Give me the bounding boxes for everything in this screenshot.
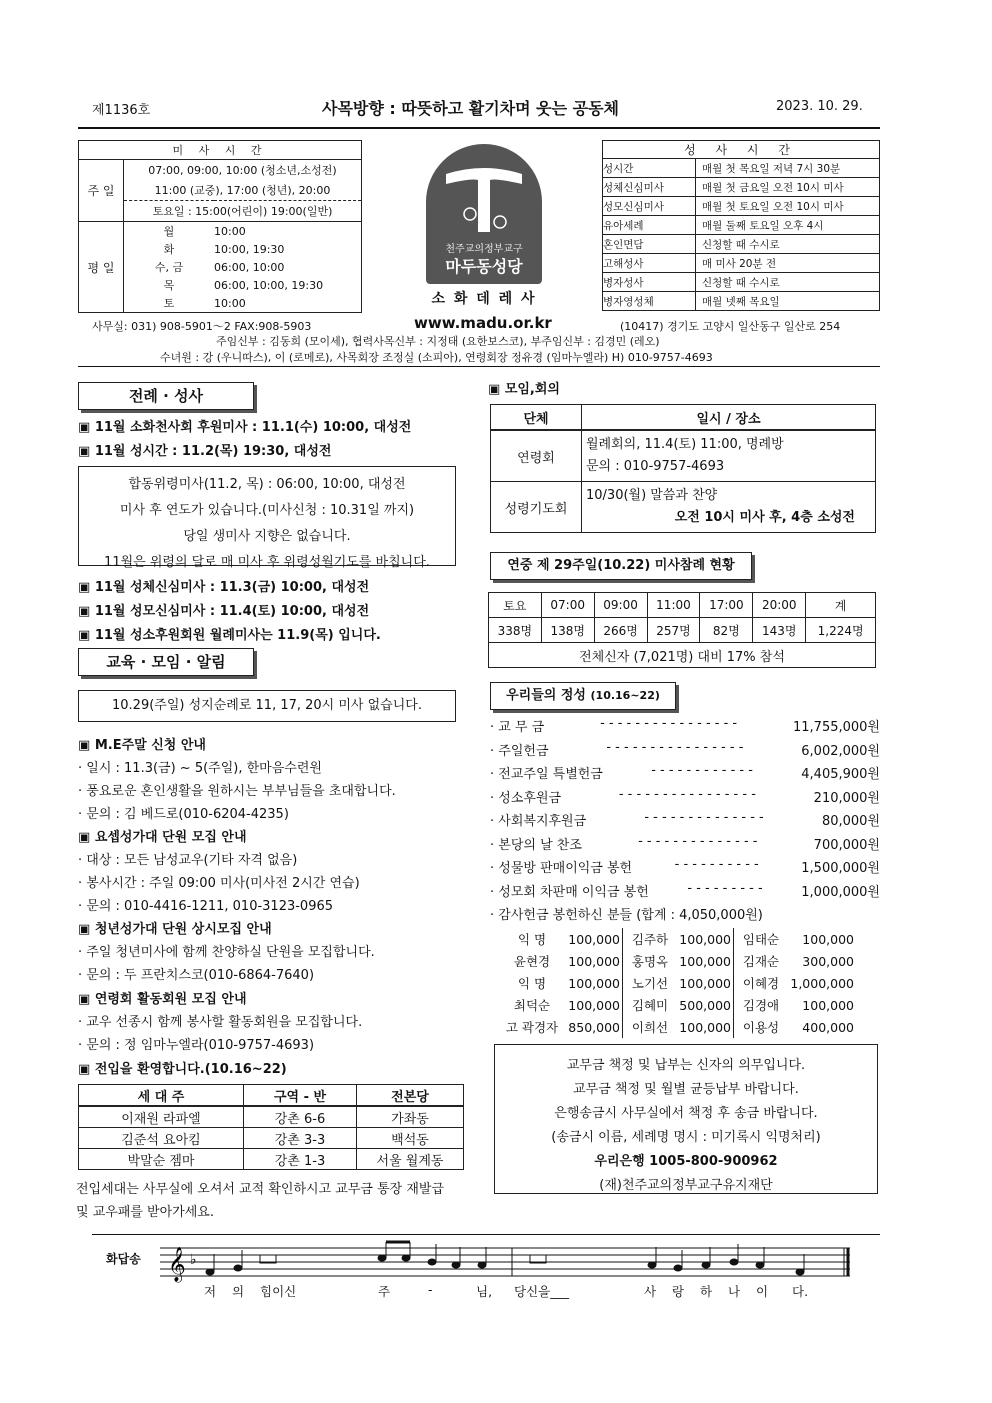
saturday-mass: 토요일 : 15:00(어린이) 19:00(일반) xyxy=(152,205,333,218)
sacrament-time: 신청할 때 수시로 xyxy=(696,273,880,292)
donor-amount: 100,000 xyxy=(802,997,854,1013)
offering-leader: - - - - - - - - - - xyxy=(674,857,759,872)
meeting-line: 문의 : 010-9757-4693 xyxy=(586,459,725,474)
psalm-label: 화답송 xyxy=(106,1252,141,1266)
section-line: · 문의 : 정 임마누엘라(010-9757-4693) xyxy=(78,1034,314,1053)
offering-label: · 사회복지후원금 xyxy=(490,810,586,834)
section-line: · 봉사시간 : 주일 09:00 미사(미사전 2시간 연습) xyxy=(78,872,360,891)
meeting-line: 오전 10시 미사 후, 4층 소성전 xyxy=(674,510,855,525)
meeting-group: 성령기도회 xyxy=(491,482,582,533)
weekday-day: 토 xyxy=(163,297,175,310)
sunday-mass-2: 11:00 (교중), 17:00 (청년), 20:00 xyxy=(124,180,362,201)
attendance-value: 257명 xyxy=(647,618,700,643)
welcome-cell: 강촌 6-6 xyxy=(244,1106,357,1128)
welcome-table xyxy=(78,1084,464,1170)
offering-label: · 주일헌금 xyxy=(490,740,549,764)
parish-logo xyxy=(426,144,542,284)
offering-leader: - - - - - - - - - - - - - - xyxy=(638,833,758,849)
section-line: · 대상 : 모든 남성교우(기타 자격 없음) xyxy=(78,849,297,868)
memorial-line: 합동위령미사(11.2, 목) : 06:00, 10:00, 대성전 xyxy=(128,477,406,492)
weekday-time: 06:00, 10:00, 19:30 xyxy=(214,278,324,292)
logo-diocese: 천주교의정부교구 xyxy=(445,244,523,255)
welcome-cell: 가좌동 xyxy=(357,1106,464,1128)
liturgy-item: ▣ 11월 소화천사회 후원미사 : 11.1(수) 10:00, 대성전 xyxy=(78,416,411,435)
section-line: · 문의 : 010-4416-1211, 010-3123-0965 xyxy=(78,895,333,914)
offering-row xyxy=(490,881,880,905)
weekday-time: 06:00, 10:00 xyxy=(214,260,285,274)
weekday-day: 화 xyxy=(163,243,175,256)
donor-amount: 100,000 xyxy=(677,972,734,994)
weekday-time: 10:00 xyxy=(214,296,246,310)
offering-amount: 210,000원 xyxy=(813,790,880,806)
offerings-period: (10.16~22) xyxy=(590,689,660,702)
donor-name: 김주하 xyxy=(631,932,669,947)
section-line: · 문의 : 김 베드로(010-6204-4235) xyxy=(78,803,289,822)
meetings-table xyxy=(490,404,876,533)
mass-times-table xyxy=(78,140,362,313)
svg-text:𝄞: 𝄞 xyxy=(168,1247,186,1282)
memorial-line: 11월은 위령의 달로 매 미사 후 위령성월기도를 바칩니다. xyxy=(104,555,430,570)
welcome-note: 전입세대는 사무실에 오셔서 교적 확인하시고 교무금 통장 재발급 xyxy=(76,1182,444,1197)
attendance-value: 138명 xyxy=(541,618,594,643)
offering-leader: - - - - - - - - - - - - xyxy=(651,763,753,778)
tithe-line: 교무금 책정 및 납부는 신자의 의무입니다. xyxy=(566,1058,806,1073)
memorial-mass-box xyxy=(78,466,456,570)
lyric: 의 xyxy=(232,1284,245,1299)
offerings-title: 우리들의 정성 xyxy=(506,688,586,703)
sacrament-name: 혼인면담 xyxy=(603,235,696,254)
offering-leader: - - - - - - - - - xyxy=(687,880,763,896)
offering-label: · 성모회 차판매 이익금 봉헌 xyxy=(490,881,649,905)
section-line: · 문의 : 두 프란치스코(010-6864-7640) xyxy=(78,964,314,983)
sacrament-time: 매월 둘째 토요일 오후 4시 xyxy=(696,216,880,235)
offering-leader: - - - - - - - - - - - - - - - - xyxy=(600,716,738,731)
donor-amount: 100,000 xyxy=(802,931,854,947)
attendance-table xyxy=(488,592,876,668)
weekday-label: 평 일 xyxy=(79,222,124,313)
meeting-group: 연령회 xyxy=(491,430,582,482)
thanks-title: · 감사헌금 봉헌하신 분들 (합계 : 4,050,000원) xyxy=(490,904,880,927)
attendance-value: 143명 xyxy=(753,618,806,643)
attendance-heading: 연중 제 29주일(10.22) 미사참례 현황 xyxy=(490,552,752,580)
parish-motto: 사목방향 : 따뜻하고 활기차며 웃는 공동체 xyxy=(322,99,620,118)
donor-amount: 100,000 xyxy=(564,972,623,994)
lyric: 당신을___ xyxy=(514,1284,569,1299)
offering-row xyxy=(490,716,880,740)
donor-amount: 100,000 xyxy=(677,950,734,972)
offerings-heading xyxy=(490,682,676,710)
donor-amount: 400,000 xyxy=(802,1019,854,1035)
donor-name: 김혜미 xyxy=(631,998,669,1013)
svg-text:♭: ♭ xyxy=(190,1252,197,1268)
offering-leader: - - - - - - - - - - - - - - xyxy=(644,810,764,825)
liturgy-heading: 전례 · 성사 xyxy=(78,382,254,410)
offering-label: · 본당의 날 찬조 xyxy=(490,834,582,858)
offering-amount: 11,755,000원 xyxy=(793,720,880,735)
section-line: · 일시 : 11.3(금) ~ 5(주일), 한마음수련원 xyxy=(78,757,322,776)
attendance-summary: 전체신자 (7,021명) 대비 17% 참석 xyxy=(489,643,876,668)
donor-name: 익 명 xyxy=(517,932,547,947)
donor-name: 이혜경 xyxy=(742,976,780,991)
attendance-header: 07:00 xyxy=(541,593,594,618)
offering-row xyxy=(490,763,880,787)
sacrament-name: 성체신심미사 xyxy=(603,178,696,197)
lyric: 나 xyxy=(728,1284,741,1299)
offering-leader: - - - - - - - - - - - - - - - - xyxy=(618,786,756,802)
sacrament-name: 성모신심미사 xyxy=(603,197,696,216)
meeting-line: 월례회의, 11.4(토) 11:00, 명례방 xyxy=(586,437,784,452)
tithe-line: 은행송금시 사무실에서 책정 후 송금 바랍니다. xyxy=(554,1106,818,1121)
tithe-line: 교무금 책정 및 월별 균등납부 바랍니다. xyxy=(573,1082,799,1097)
attendance-header: 17:00 xyxy=(700,593,753,618)
psalm-rule xyxy=(92,1234,880,1235)
donor-name: 윤현경 xyxy=(513,954,551,969)
lyric: 다. xyxy=(792,1284,809,1299)
donor-amount: 1,000,000 xyxy=(790,975,854,991)
meeting-line: 10/30(월) 말씀과 찬양 xyxy=(586,488,718,503)
donor-amount: 100,000 xyxy=(564,950,623,972)
logo-parish: 마두동성당 xyxy=(445,257,523,276)
lyric: 이 xyxy=(756,1284,769,1299)
offering-leader: - - - - - - - - - - - - - - - - xyxy=(606,739,744,755)
welcome-cell: 강촌 1-3 xyxy=(244,1149,357,1170)
issue-date: 2023. 10. 29. xyxy=(776,99,863,114)
attendance-value: 82명 xyxy=(700,618,753,643)
sacrament-time: 매월 넷째 목요일 xyxy=(696,292,880,311)
donor-name: 익 명 xyxy=(517,976,547,991)
lyric: 주 xyxy=(378,1284,391,1299)
weekday-day: 월 xyxy=(124,222,215,241)
sacrament-time: 매월 첫 목요일 저녁 7시 30분 xyxy=(696,159,880,178)
sacrament-time: 매월 첫 금요일 오전 10시 미사 xyxy=(696,178,880,197)
weekday-day: 수, 금 xyxy=(154,261,184,274)
welcome-title: ▣ 전입을 환영합니다.(10.16~22) xyxy=(78,1058,287,1077)
lyric: 하 xyxy=(700,1284,713,1299)
offering-label: · 교 무 금 xyxy=(490,716,544,740)
offering-label: · 전교주일 특별헌금 xyxy=(490,763,603,787)
parish-address: (10417) 경기도 고양시 일산동구 일산로 254 xyxy=(620,320,841,333)
liturgy-item: ▣ 11월 성체신심미사 : 11.3(금) 10:00, 대성전 xyxy=(78,576,369,595)
weekday-day: 목 xyxy=(163,279,175,292)
welcome-note: 및 교우패를 받아가세요. xyxy=(76,1205,214,1220)
donor-amount: 100,000 xyxy=(677,1016,734,1038)
meetings-header: 단체 xyxy=(491,405,582,431)
donor-name: 고 곽경자 xyxy=(505,1020,559,1035)
header-rule xyxy=(78,127,880,129)
tithe-line: (송금시 이름, 세례명 명시 : 미기록시 익명처리) xyxy=(551,1130,821,1145)
offering-amount: 1,000,000원 xyxy=(801,884,880,900)
welcome-header: 전본당 xyxy=(357,1085,464,1107)
offering-amount: 4,405,900원 xyxy=(801,767,880,782)
lyric: 랑 xyxy=(672,1284,685,1299)
section-title: ▣ 요셉성가대 단원 모집 안내 xyxy=(78,826,247,845)
attendance-header: 계 xyxy=(806,593,876,618)
lyric: - xyxy=(428,1282,433,1297)
attendance-header: 09:00 xyxy=(594,593,647,618)
sacrament-title: 성 사 시 간 xyxy=(603,141,880,159)
education-heading: 교육 · 모임 · 알림 xyxy=(78,648,254,676)
offering-row xyxy=(490,740,880,764)
priests-line: 주임신부 : 김동희 (모이세), 협력사목신부 : 지정태 (요한보스코), 부주임신부 : 김경민 (레오) xyxy=(216,335,660,348)
attendance-value: 266명 xyxy=(594,618,647,643)
donor-name: 이용성 xyxy=(742,1020,780,1035)
donor-name: 김경애 xyxy=(742,998,780,1013)
sacrament-name: 병자영성체 xyxy=(603,292,696,311)
meetings-heading: ▣ 모임,회의 xyxy=(488,378,560,397)
weekday-time: 10:00, 19:30 xyxy=(214,242,285,256)
sacrament-name: 유아세례 xyxy=(603,216,696,235)
mass-times-title: 미 사 시 간 xyxy=(79,141,362,160)
welcome-cell: 이재원 라파엘 xyxy=(79,1106,244,1128)
sunday-label: 주 일 xyxy=(79,160,124,222)
offerings-list xyxy=(490,716,880,927)
liturgy-item: ▣ 11월 성소후원회원 월례미사는 11.9(목) 입니다. xyxy=(78,624,381,643)
donor-amount: 100,000 xyxy=(677,928,734,950)
attendance-value: 338명 xyxy=(489,618,542,643)
attendance-value: 1,224명 xyxy=(806,618,876,643)
psalm-staff xyxy=(160,1240,860,1284)
offering-row xyxy=(490,810,880,834)
sacrament-time: 신청할 때 수시로 xyxy=(696,235,880,254)
donor-name: 이희선 xyxy=(631,1020,669,1035)
section-line: · 교우 선종시 함께 봉사할 활동회원을 모집합니다. xyxy=(78,1011,362,1030)
liturgy-item: ▣ 11월 성시간 : 11.2(목) 19:30, 대성전 xyxy=(78,440,331,459)
donors-table xyxy=(500,928,854,1038)
donor-amount: 100,000 xyxy=(564,994,623,1016)
sacrament-name: 병자성사 xyxy=(603,273,696,292)
sacrament-time: 매월 첫 토요일 오전 10시 미사 xyxy=(696,197,880,216)
section-title: ▣ M.E주말 신청 안내 xyxy=(78,734,206,753)
attendance-header: 20:00 xyxy=(753,593,806,618)
welcome-header: 세 대 주 xyxy=(79,1085,244,1107)
weekday-time: 10:00 xyxy=(214,222,362,241)
account-holder: (재)천주교의정부교구유지재단 xyxy=(599,1178,773,1193)
contact-rule xyxy=(78,366,880,367)
donor-name: 임태순 xyxy=(742,932,780,947)
welcome-header: 구역 - 반 xyxy=(244,1085,357,1107)
welcome-cell: 서울 월계동 xyxy=(357,1149,464,1170)
sacrament-times-table xyxy=(602,140,880,311)
memorial-line: 미사 후 연도가 있습니다.(미사신청 : 10.31일 까지) xyxy=(119,503,415,518)
offering-row xyxy=(490,787,880,811)
section-title: ▣ 청년성가대 단원 상시모집 안내 xyxy=(78,918,272,937)
meetings-header: 일시 / 장소 xyxy=(582,405,876,431)
lyric: 힘이신 xyxy=(260,1284,297,1299)
sacrament-name: 성시간 xyxy=(603,159,696,178)
memorial-line: 당일 생미사 지향은 없습니다. xyxy=(183,529,351,544)
offering-amount: 1,500,000원 xyxy=(801,861,880,876)
donor-amount: 300,000 xyxy=(802,953,854,969)
lyric: 님, xyxy=(476,1284,493,1299)
section-title: ▣ 연령회 활동회원 모집 안내 xyxy=(78,988,247,1007)
offering-row xyxy=(490,834,880,858)
offering-amount: 700,000원 xyxy=(813,837,880,853)
donor-name: 최덕순 xyxy=(513,998,551,1013)
donor-amount: 500,000 xyxy=(677,994,734,1016)
pilgrimage-notice: 10.29(주일) 성지순례로 11, 17, 20시 미사 없습니다. xyxy=(78,690,456,722)
website-link[interactable]: www.madu.or.kr xyxy=(414,314,552,332)
section-line: · 주일 청년미사에 함께 찬양하실 단원을 모집합니다. xyxy=(78,941,375,960)
psalm-lyrics xyxy=(160,1282,860,1302)
lyric: 사 xyxy=(644,1284,657,1299)
issue-number: 제1136호 xyxy=(92,103,151,118)
donor-amount: 850,000 xyxy=(564,1016,623,1038)
sacrament-name: 고해성사 xyxy=(603,254,696,273)
liturgy-item: ▣ 11월 성모신심미사 : 11.4(토) 10:00, 대성전 xyxy=(78,600,369,619)
welcome-cell: 김준석 요아킴 xyxy=(79,1128,244,1149)
staff-line: 수녀원 : 강 (우니따스), 이 (로메로), 사목회장 조정실 (소피아), 연령회장 정유경 (임마누엘라) H) 010-9757-4693 xyxy=(160,351,713,364)
sunday-mass-1: 07:00, 09:00, 10:00 (청소년,소성전) xyxy=(148,164,337,177)
attendance-header: 11:00 xyxy=(647,593,700,618)
offering-label: · 성소후원금 xyxy=(490,787,561,811)
welcome-cell: 백석동 xyxy=(357,1128,464,1149)
donor-name: 노기선 xyxy=(631,976,669,991)
offering-label: · 성물방 판매이익금 봉헌 xyxy=(490,857,632,881)
office-phone: 사무실: 031) 908-5901～2 FAX:908-5903 xyxy=(92,320,312,333)
patron-saint: 소 화 데 레 사 xyxy=(431,291,537,307)
donor-amount: 100,000 xyxy=(564,928,623,950)
sacrament-time: 매 미사 20분 전 xyxy=(696,254,880,273)
welcome-cell: 박말순 젬마 xyxy=(79,1149,244,1170)
lyric: 저 xyxy=(204,1284,217,1299)
donor-name: 김재순 xyxy=(742,954,780,969)
offering-amount: 6,002,000원 xyxy=(801,743,880,759)
offering-row xyxy=(490,857,880,881)
donor-name: 홍명옥 xyxy=(631,954,669,969)
bank-account: 우리은행 1005-800-900962 xyxy=(594,1154,778,1169)
offering-amount: 80,000원 xyxy=(821,814,880,829)
attendance-header: 토요 xyxy=(489,593,542,618)
tithe-notice-box xyxy=(494,1044,878,1194)
section-line: · 풍요로운 혼인생활을 원하시는 부부님들을 초대합니다. xyxy=(78,780,396,799)
welcome-cell: 강촌 3-3 xyxy=(244,1128,357,1149)
